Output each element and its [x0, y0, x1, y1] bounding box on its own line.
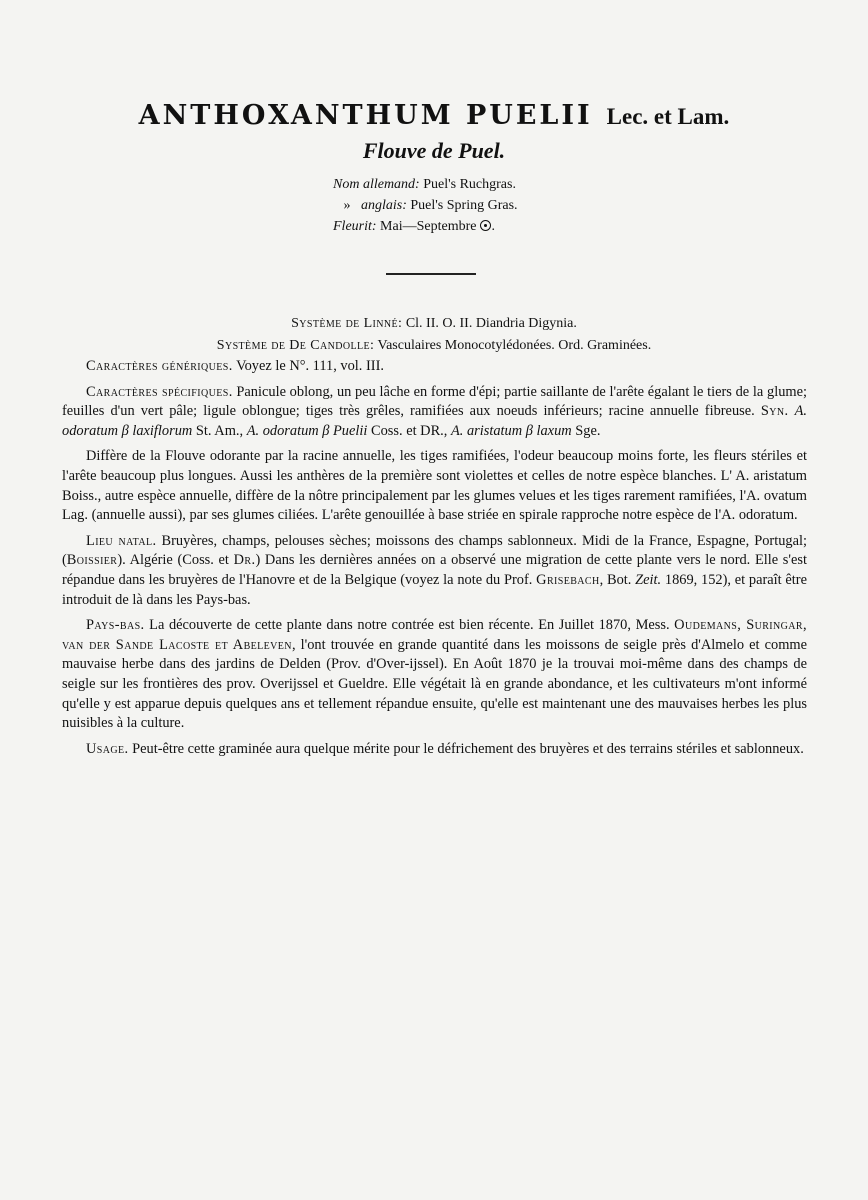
ditto-mark: » [343, 198, 351, 213]
netherlands-paragraph [62, 616, 807, 734]
german-name-row [333, 174, 518, 195]
german-name-value: Puel's Ruchgras. [423, 177, 516, 192]
generic-label: Caractères génériques. [86, 358, 233, 374]
netherlands-text-2: , l'ont trouvée en grande quantité dans les moissons de seigle près d'Almelo et comme mauvaise herbe dans des jardins de Delden (Prov. d'Over-ijssel). En Août 1870 je la trouvai moi-même dans des champs de seigle sur les frontières des prov. Overijssel et Gueldre. Elle végétait là en grande abondance, et les cultivateurs m'ont informé qu'elle y est apparue depuis quelques ans et tellement répandue ensuite, qu'elle est maintenant une des mauvaises herbes les plus nuisibles à la culture. [62, 636, 807, 732]
annual-symbol-icon [480, 220, 491, 231]
usage-text: Peut-être cette graminée aura quelque mérite pour le défrichement des bruyères et des terrains stériles et sablonneux. [132, 740, 804, 757]
title-line [0, 100, 868, 131]
habitat-label: Lieu natal. [86, 532, 157, 549]
netherlands-label: Pays-bas. [86, 617, 145, 634]
candolle-label: Système de De Candolle: [216, 338, 375, 353]
specific-text: Panicule oblong, un peu lâche en forme d'épi; partie saillante de l'arête égalant le tiers de la glume; feuilles d'un vert pâle; ligule oblongue; tiges très grêles, ramifiées aux noeuds inférieurs; racine annuelle fibreuse. [62, 383, 807, 420]
collectors-names: Oudemans, Suringar, van der Sande Lacoste et Abeleven [62, 617, 807, 653]
linne-value: Cl. II. O. II. Diandria Digynia. [405, 316, 577, 331]
synonym-label: Syn. [760, 403, 789, 420]
divider-rule [386, 273, 476, 275]
flowering-label: Fleurit: [333, 219, 377, 234]
description-body [62, 357, 807, 765]
grisebach-name: Grisebach [536, 571, 600, 588]
english-name-value: Puel's Spring Gras. [410, 198, 518, 213]
english-name-row [333, 195, 518, 216]
habitat-text-1: Bruyères, champs, pelouses sèches; moissons des champs sablonneux. Midi de la France, Espagne, Portugal; ( [62, 532, 807, 569]
linne-label: Système de Linné: [291, 316, 403, 331]
habitat-text-2: ). Algérie (Coss. et [117, 552, 234, 569]
flowering-value: Mai—Septembre [380, 219, 477, 234]
specific-label: Caractères spécifiques. [86, 383, 233, 400]
french-common-name: Flouve de Puel. [362, 138, 506, 163]
specific-characters [62, 383, 807, 442]
generic-characters [62, 357, 807, 377]
dr-abbrev: Dr. [233, 552, 256, 569]
habitat-text-3: ) Dans les dernières années on a observé une migration de cette plante vers le nord. Elle s'est répandue dans les bruyères de l'Hanovre et de la Belgique (voyez la note du Prof. [62, 552, 807, 588]
candolle-system-line [0, 338, 868, 354]
netherlands-text-1: La découverte de cette plante dans notre contrée est bien récente. En Juillet 1870, Mess. [149, 617, 670, 634]
common-names-block [333, 174, 518, 237]
linne-system-line [0, 316, 868, 332]
zeit-abbrev: Zeit. [635, 571, 662, 588]
species-authors: Lec. et Lam. [606, 104, 730, 129]
usage-paragraph [62, 740, 807, 760]
synonym-2: A. odoratum β Puelii [246, 422, 368, 439]
boissier-name: Boissier [66, 552, 118, 569]
synonym-3-author: Sge. [575, 422, 601, 439]
habitat-paragraph [62, 532, 807, 610]
synonym-1: A. odoratum β laxiflorum [62, 403, 807, 439]
synonym-3: A. aristatum β laxum [450, 422, 572, 439]
usage-label: Usage. [86, 740, 129, 757]
synonym-1-author: St. Am., [195, 422, 244, 439]
candolle-value: Vasculaires Monocotylédonées. Ord. Graminées. [377, 338, 652, 353]
generic-value: Voyez le N°. 111, vol. III. [236, 358, 384, 374]
english-name-label: anglais: [361, 198, 407, 213]
differences-paragraph: Diffère de la Flouve odorante par la racine annuelle, les tiges ramifiées, l'odeur beaucoup moins forte, les fleurs stériles et l'arête beaucoup plus longues. Aussi les anthères de la première sont violettes et celles de notre espèce blanches. L' A. aristatum Boiss., autre espèce annuelle, diffère de la nôtre principalement par les glumes velues et les tiges rarement ramifiées, l'A. ovatum Lag. (annuelle aussi), par ses glumes ciliées. L'arête genouillée à base striée en spirale rapproche notre espèce de l'A. odoratum. [62, 448, 807, 524]
species-title: ANTHOXANTHUM PUELII [138, 100, 593, 131]
synonym-2-author: Coss. et DR., [371, 422, 448, 439]
german-name-label: Nom allemand: [333, 177, 420, 192]
flowering-row: Fleurit: Mai—Septembre . [333, 219, 495, 234]
habitat-text-4: , Bot. [599, 571, 636, 588]
habitat-text-5: 1869, 152), et paraît être introduit de là dans les Pays-bas. [62, 571, 807, 608]
